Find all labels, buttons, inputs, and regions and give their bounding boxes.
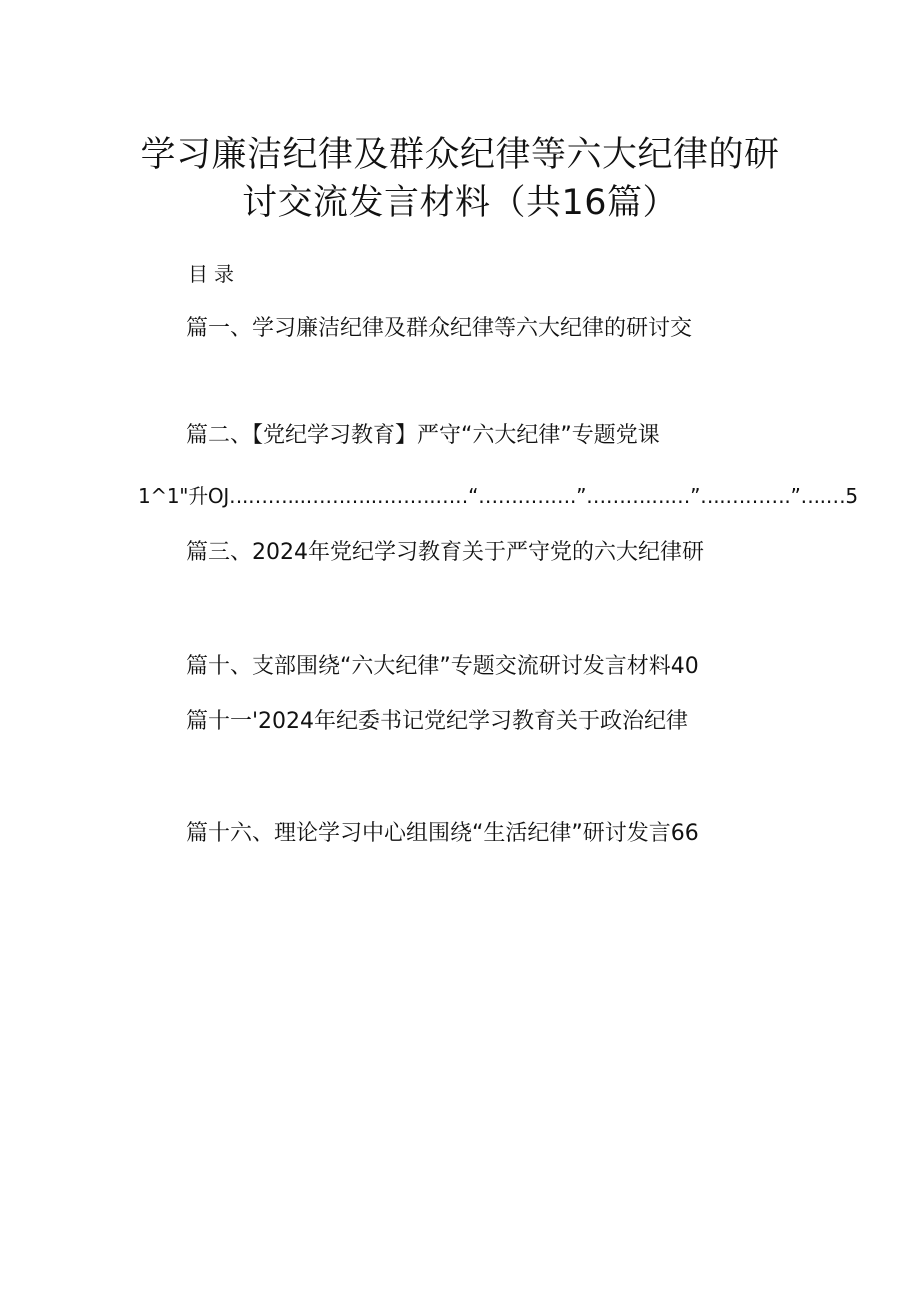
toc-heading: 目录: [188, 262, 240, 286]
toc-leader-line: 1^1"升OJ‥.……...………..‥…….…‥“……‥…….”……….‥.…”‥..……….”‥..…5: [138, 484, 858, 508]
toc-entry-16: 篇十六、理论学习中心组围绕“生活纪律”研讨发言66: [186, 821, 699, 846]
document-title-line-2: 讨交流发言材料（共16篇）: [241, 183, 679, 223]
toc-entry-3: 篇三、2024年党纪学习教育关于严守党的六大纪律研: [186, 540, 704, 565]
toc-entry-10: 篇十、支部围绕“六大纪律”专题交流研讨发言材料40: [186, 654, 699, 679]
toc-entry-2: 篇二、【党纪学习教育】严守“六大纪律”专题党课: [186, 423, 660, 448]
document-title-line-1: 学习廉洁纪律及群众纪律等六大纪律的研: [140, 135, 780, 175]
toc-entry-1: 篇一、学习廉洁纪律及群众纪律等六大纪律的研讨交: [186, 316, 693, 341]
toc-entry-11: 篇十一'2024年纪委书记党纪学习教育关于政治纪律: [186, 709, 689, 734]
